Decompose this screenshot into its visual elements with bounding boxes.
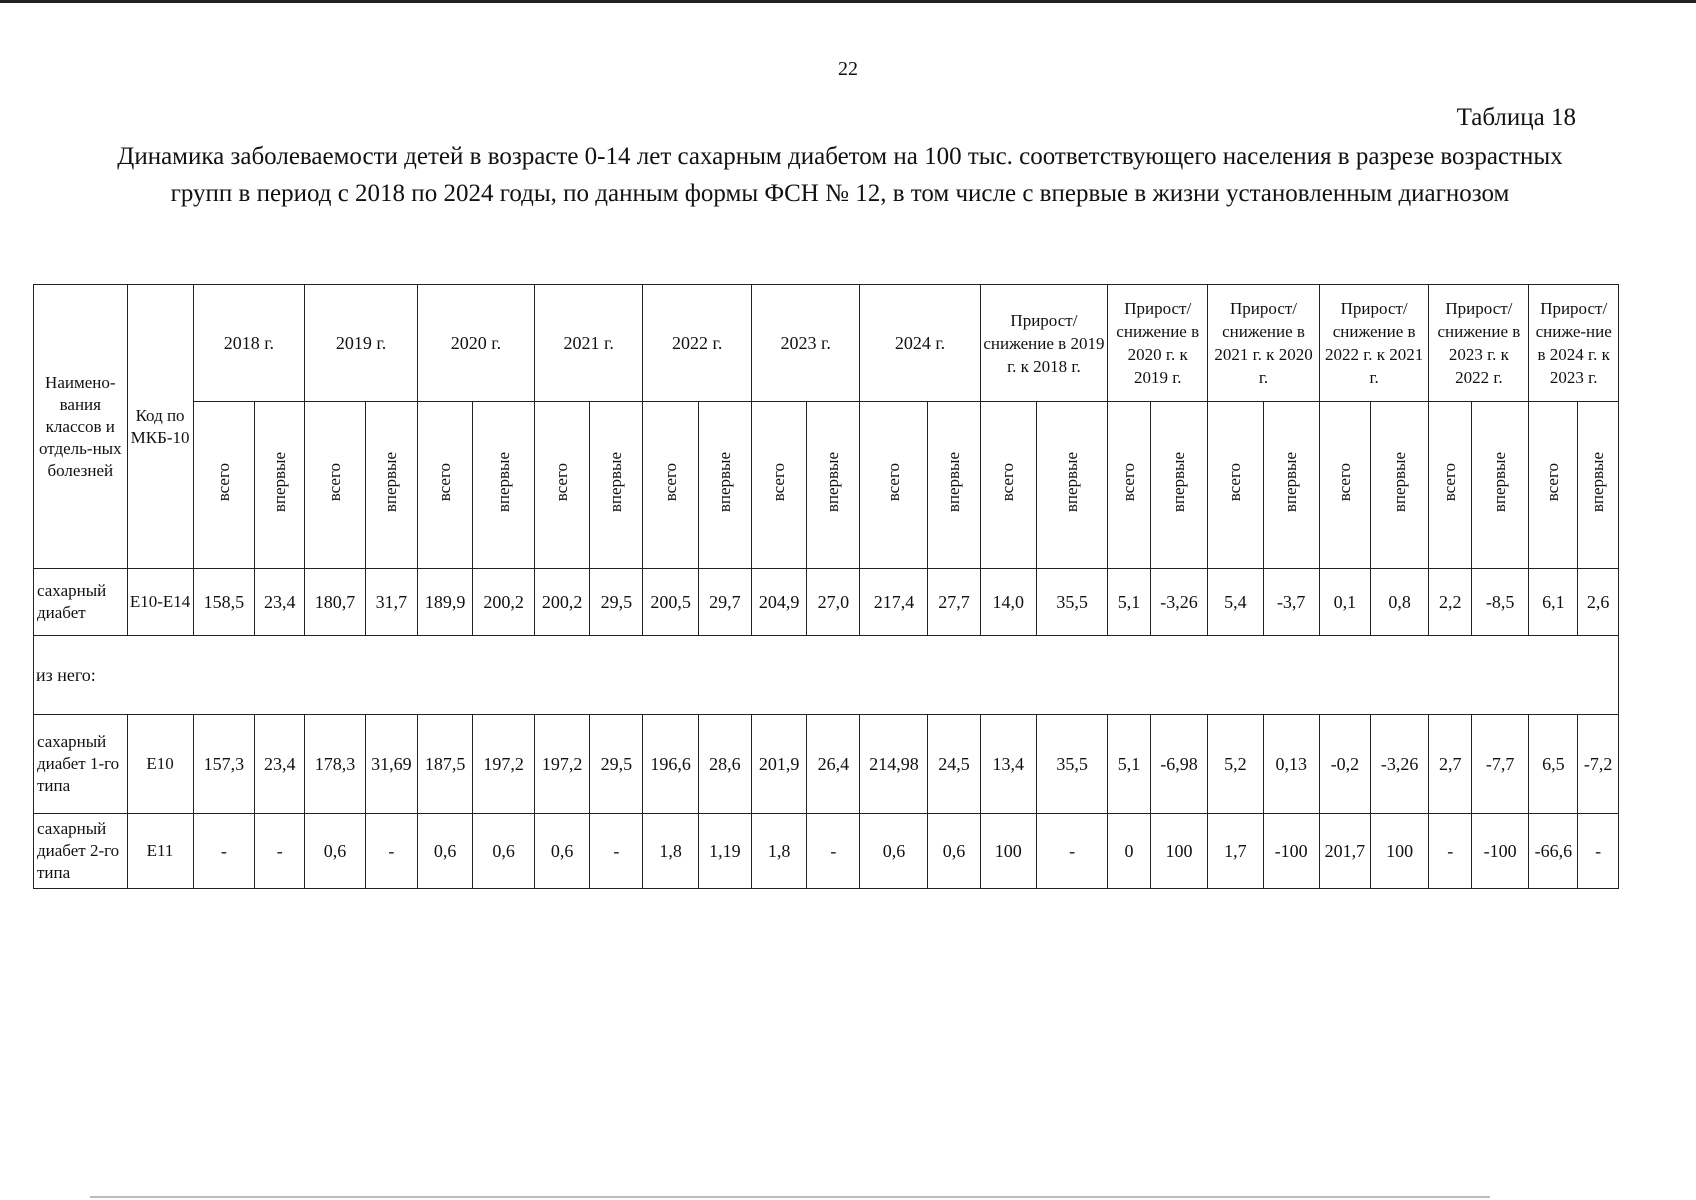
- table-title: Динамика заболеваемости детей в возрасте 0-14 лет сахарным диабетом на 100 тыс. соответствующего населения в разрезе возрастных групп в период с 2018 по 2024 годы, по данным формы ФСН № 12, в том числе с впервые в жизни установленным диагнозом: [117, 143, 1563, 207]
- header-new-label: впервые: [1281, 452, 1301, 513]
- value-cell: 100: [980, 814, 1036, 889]
- header-new: [1263, 402, 1319, 569]
- header-total-label: всего: [552, 463, 572, 502]
- header-total: [980, 402, 1036, 569]
- header-new: [473, 402, 535, 569]
- value-cell: 0: [1108, 814, 1151, 889]
- header-new-label: впервые: [1168, 452, 1188, 513]
- value-cell: 180,7: [305, 569, 366, 636]
- header-new-label: впервые: [493, 452, 513, 513]
- value-cell: 35,5: [1036, 715, 1107, 814]
- value-cell: -3,26: [1150, 569, 1207, 636]
- header-total-label: всего: [769, 463, 789, 502]
- header-new-label: впервые: [269, 452, 289, 513]
- value-cell: -7,2: [1578, 715, 1619, 814]
- header-new-label: впервые: [823, 452, 843, 513]
- table-row: [34, 715, 1619, 814]
- value-cell: -: [255, 814, 305, 889]
- value-cell: 0,6: [473, 814, 535, 889]
- value-cell: 24,5: [928, 715, 980, 814]
- page-bottom-edge: [90, 1196, 1490, 1198]
- header-group: 2019 г.: [305, 285, 418, 402]
- value-cell: 0,6: [417, 814, 472, 889]
- value-cell: 31,7: [365, 569, 417, 636]
- header-group: 2024 г.: [860, 285, 980, 402]
- value-cell: 1,7: [1208, 814, 1263, 889]
- header-group: 2023 г.: [751, 285, 859, 402]
- header-new-label: впервые: [1490, 452, 1510, 513]
- value-cell: 100: [1150, 814, 1207, 889]
- header-total: [751, 402, 806, 569]
- incidence-table: [33, 284, 1619, 889]
- value-cell: 2,7: [1429, 715, 1472, 814]
- value-cell: 217,4: [860, 569, 928, 636]
- value-cell: 6,5: [1529, 715, 1578, 814]
- value-cell: -: [1429, 814, 1472, 889]
- header-total-label: всего: [435, 463, 455, 502]
- value-cell: 23,4: [255, 569, 305, 636]
- disease-name: сахарный диабет 1-го типа: [34, 715, 128, 814]
- value-cell: 157,3: [193, 715, 255, 814]
- header-total-label: всего: [325, 463, 345, 502]
- header-total-label: всего: [883, 463, 903, 502]
- icd-code: Е10-Е14: [127, 569, 193, 636]
- value-cell: 28,6: [698, 715, 751, 814]
- header-new-label: впервые: [1062, 452, 1082, 513]
- value-cell: 0,13: [1263, 715, 1319, 814]
- value-cell: 178,3: [305, 715, 366, 814]
- value-cell: 5,4: [1208, 569, 1263, 636]
- header-total-label: всего: [998, 463, 1018, 502]
- header-total-label: всего: [1119, 463, 1138, 502]
- value-cell: 5,1: [1108, 569, 1151, 636]
- value-cell: 5,2: [1208, 715, 1263, 814]
- value-cell: -: [807, 814, 860, 889]
- value-cell: 0,6: [534, 814, 589, 889]
- value-cell: 196,6: [643, 715, 698, 814]
- header-row-sub: [34, 402, 1619, 569]
- header-group: Прирост/ сниже-ние в 2024 г. к 2023 г.: [1529, 285, 1619, 402]
- header-group: Прирост/ снижение в 2022 г. к 2021 г.: [1319, 285, 1429, 402]
- header-group: Прирост/ снижение в 2020 г. к 2019 г.: [1108, 285, 1208, 402]
- header-new: [1150, 402, 1207, 569]
- value-cell: 158,5: [193, 569, 255, 636]
- header-total: [1319, 402, 1370, 569]
- header-new-label: впервые: [381, 452, 401, 513]
- header-total: [1429, 402, 1472, 569]
- value-cell: -0,2: [1319, 715, 1370, 814]
- header-total-label: всего: [1440, 463, 1460, 502]
- value-cell: 27,0: [807, 569, 860, 636]
- header-new: [365, 402, 417, 569]
- value-cell: 29,7: [698, 569, 751, 636]
- header-new: [698, 402, 751, 569]
- value-cell: 14,0: [980, 569, 1036, 636]
- value-cell: -: [365, 814, 417, 889]
- value-cell: 0,6: [860, 814, 928, 889]
- value-cell: 187,5: [417, 715, 472, 814]
- table-row: [34, 814, 1619, 889]
- header-total-label: всего: [1334, 463, 1354, 502]
- value-cell: 13,4: [980, 715, 1036, 814]
- value-cell: 2,6: [1578, 569, 1619, 636]
- table-caption: Таблица 18: [1456, 104, 1576, 131]
- table-row: [34, 569, 1619, 636]
- value-cell: 5,1: [1108, 715, 1151, 814]
- value-cell: -66,6: [1529, 814, 1578, 889]
- value-cell: -: [193, 814, 255, 889]
- value-cell: 0,6: [928, 814, 980, 889]
- value-cell: 23,4: [255, 715, 305, 814]
- header-total-label: всего: [1543, 463, 1563, 502]
- value-cell: 189,9: [417, 569, 472, 636]
- header-total: [1208, 402, 1263, 569]
- value-cell: 201,7: [1319, 814, 1370, 889]
- header-group: 2020 г.: [417, 285, 534, 402]
- header-group: Прирост/ снижение в 2023 г. к 2022 г.: [1429, 285, 1529, 402]
- header-new: [807, 402, 860, 569]
- value-cell: 2,2: [1429, 569, 1472, 636]
- page-number: 22: [838, 58, 858, 80]
- page-top-edge: [0, 0, 1696, 3]
- value-cell: -100: [1471, 814, 1528, 889]
- value-cell: 100: [1370, 814, 1429, 889]
- value-cell: 197,2: [473, 715, 535, 814]
- header-new-label: впервые: [714, 452, 734, 513]
- icd-code: Е10: [127, 715, 193, 814]
- value-cell: 0,8: [1370, 569, 1429, 636]
- value-cell: 6,1: [1529, 569, 1578, 636]
- header-total-label: всего: [660, 463, 680, 502]
- disease-name: сахарный диабет: [34, 569, 128, 636]
- disease-name: сахарный диабет 2-го типа: [34, 814, 128, 889]
- value-cell: 204,9: [751, 569, 806, 636]
- header-total: [417, 402, 472, 569]
- value-cell: 31,69: [365, 715, 417, 814]
- value-cell: 1,8: [751, 814, 806, 889]
- header-total-label: всего: [1225, 463, 1245, 502]
- header-new: [1370, 402, 1429, 569]
- subheader-row: [34, 636, 1619, 715]
- header-new: [928, 402, 980, 569]
- value-cell: 35,5: [1036, 569, 1107, 636]
- value-cell: -8,5: [1471, 569, 1528, 636]
- header-code: Код по МКБ-10: [127, 285, 193, 569]
- value-cell: 200,2: [534, 569, 589, 636]
- header-new: [590, 402, 643, 569]
- header-total: [305, 402, 366, 569]
- header-total: [860, 402, 928, 569]
- header-total-label: всего: [213, 463, 233, 502]
- header-name: Наимено-вания классов и отдель-ных болезней: [34, 285, 128, 569]
- header-new-label: впервые: [1588, 452, 1608, 513]
- value-cell: 0,1: [1319, 569, 1370, 636]
- value-cell: 29,5: [590, 569, 643, 636]
- value-cell: -3,26: [1370, 715, 1429, 814]
- value-cell: 27,7: [928, 569, 980, 636]
- header-new: [1471, 402, 1528, 569]
- value-cell: -6,98: [1150, 715, 1207, 814]
- header-new-label: впервые: [1389, 452, 1409, 513]
- header-new-label: впервые: [606, 452, 626, 513]
- value-cell: 1,19: [698, 814, 751, 889]
- header-total: [1529, 402, 1578, 569]
- value-cell: 26,4: [807, 715, 860, 814]
- value-cell: 1,8: [643, 814, 698, 889]
- value-cell: -: [1036, 814, 1107, 889]
- value-cell: 29,5: [590, 715, 643, 814]
- header-new: [1578, 402, 1619, 569]
- header-group: 2022 г.: [643, 285, 751, 402]
- header-new: [1036, 402, 1107, 569]
- icd-code: Е11: [127, 814, 193, 889]
- header-group: Прирост/ снижение в 2019 г. к 2018 г.: [980, 285, 1108, 402]
- value-cell: 214,98: [860, 715, 928, 814]
- subheader-label: из него:: [34, 636, 1619, 715]
- header-total: [193, 402, 255, 569]
- header-new: [255, 402, 305, 569]
- header-row-groups: [34, 285, 1619, 402]
- value-cell: -: [590, 814, 643, 889]
- header-group: 2018 г.: [193, 285, 305, 402]
- value-cell: -: [1578, 814, 1619, 889]
- value-cell: 197,2: [534, 715, 589, 814]
- header-group: 2021 г.: [534, 285, 642, 402]
- header-total: [1108, 402, 1151, 569]
- value-cell: -3,7: [1263, 569, 1319, 636]
- header-total: [534, 402, 589, 569]
- value-cell: -7,7: [1471, 715, 1528, 814]
- value-cell: -100: [1263, 814, 1319, 889]
- header-total: [643, 402, 698, 569]
- header-group: Прирост/ снижение в 2021 г. к 2020 г.: [1208, 285, 1320, 402]
- header-new-label: впервые: [944, 452, 964, 513]
- value-cell: 201,9: [751, 715, 806, 814]
- value-cell: 0,6: [305, 814, 366, 889]
- value-cell: 200,5: [643, 569, 698, 636]
- value-cell: 200,2: [473, 569, 535, 636]
